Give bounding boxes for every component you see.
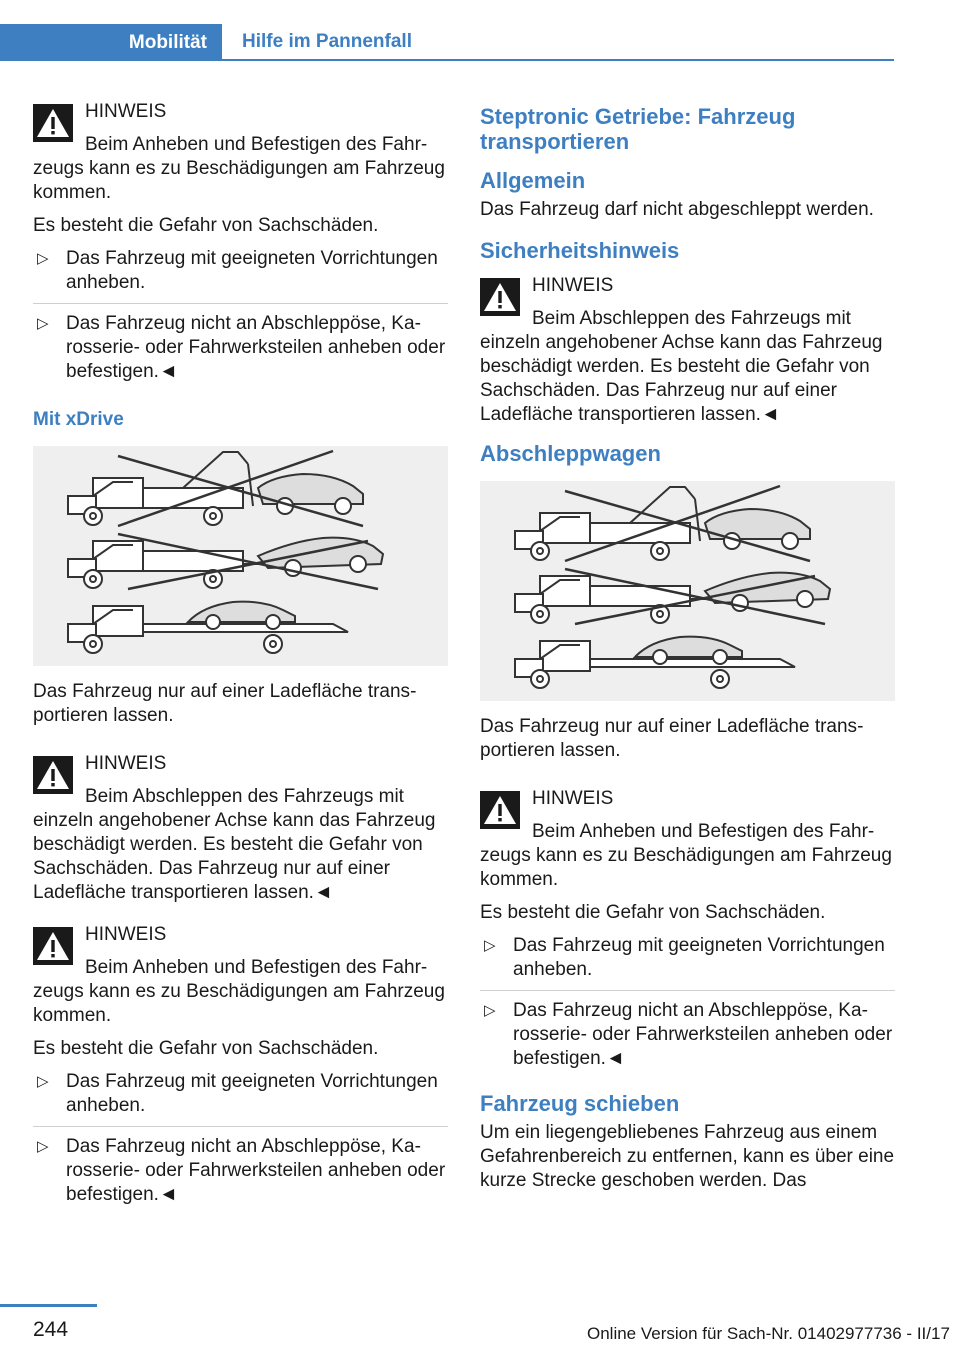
warning-notice [480,787,895,892]
tab-hilfe-label: Hilfe im Pannenfall [242,30,412,52]
subheading-xdrive: Mit xDrive [33,409,124,430]
list-item [480,934,895,991]
paragraph: Das Fahrzeug nur auf einer Ladefläche transportieren lassen. [480,716,864,761]
warning-text: Beim Abschleppen des Fahrzeugs mit einzeln angehobener Achse kann das Fahrzeug beschädigt werden. Es besteht die Gefahr von Sachschäden. Das Fahrzeug nur auf einer Ladefläche transportieren lassen.◄ [480,308,883,425]
list-item-text: Das Fahrzeug nicht an Abschleppöse, Karosserie- oder Fahrwerksteilen anheben oder befestigen.◄ [66,313,446,382]
paragraph: Das Fahrzeug nur auf einer Ladefläche transportieren lassen. [33,681,417,726]
warning-text: Beim Anheben und Befestigen des Fahrzeugs kann es zu Beschädigungen am Fahrzeug kommen. [480,821,892,890]
warning-triangle-icon [33,756,73,794]
warning-notice [480,274,895,427]
subheading-fahrzeug-schieben: Fahrzeug schieben [480,1091,680,1116]
subheading-sicherheitshinweis: Sicherheitshinweis [480,238,680,263]
list-item [480,999,895,1079]
list-item [33,1135,448,1215]
warning-triangle-icon [480,791,520,829]
paragraph: Es besteht die Gefahr von Sachschäden. [33,215,379,236]
warning-triangle-icon [33,927,73,965]
towing-illustration [480,481,895,701]
instruction-list [33,247,448,392]
section-heading: Steptronic Getriebe: Fahrzeug transportieren [480,104,796,154]
flatbed-truck-illustration [68,602,348,653]
tab-hilfe-im-pannenfall[interactable] [222,24,894,61]
warning-triangle-icon [33,104,73,142]
online-version-note: Online Version für Sach-Nr. 01402977736 - II/17 [587,1324,950,1343]
towing-illustration [33,446,448,666]
warning-keyword: HINWEIS [85,753,167,774]
warning-text: Beim Abschleppen des Fahrzeugs mit einzeln angehobener Achse kann das Fahrzeug beschädigt werden. Es besteht die Gefahr von Sachschäden. Das Fahrzeug nur auf einer Ladefläche transportieren lassen.◄ [33,786,436,903]
warning-text: Beim Anheben und Befestigen des Fahrzeugs kann es zu Beschädigungen am Fahrzeug kommen. [33,957,445,1026]
instruction-list [480,934,895,1079]
list-item [33,312,448,392]
list-item-text: Das Fahrzeug mit geeigneten Vorrichtungen anheben. [66,248,438,293]
list-item-text: Das Fahrzeug mit geeigneten Vorrichtungen anheben. [513,935,885,980]
warning-notice [33,100,448,205]
page-number: 244 [33,1318,69,1341]
warning-text: Beim Anheben und Befestigen des Fahrzeugs kann es zu Beschädigungen am Fahrzeug kommen. [33,134,445,203]
paragraph: Das Fahrzeug darf nicht abgeschleppt werden. [480,199,874,220]
bullet-triangle-icon: ▷ [484,1002,496,1019]
warning-keyword: HINWEIS [85,101,167,122]
left-column [33,100,448,1225]
list-item [33,1070,448,1127]
warning-notice [33,752,448,905]
subheading-abschleppwagen: Abschleppwagen [480,441,661,466]
list-item [33,247,448,304]
right-column [480,104,895,1202]
paragraph: Es besteht die Gefahr von Sachschäden. [33,1038,379,1059]
bullet-triangle-icon: ▷ [37,250,49,267]
tab-mobilitaet[interactable] [0,24,222,61]
instruction-list [33,1070,448,1215]
bullet-triangle-icon: ▷ [37,1073,49,1090]
paragraph: Um ein liegengebliebenes Fahrzeug aus einem Gefahrenbereich zu entfernen, kann es über eine kurze Strecke geschoben werden. Das [480,1122,895,1191]
warning-triangle-icon [480,278,520,316]
list-item-text: Das Fahrzeug mit geeigneten Vorrichtungen anheben. [66,1071,438,1116]
bullet-triangle-icon: ▷ [37,1138,49,1155]
subheading-allgemein: Allgemein [480,168,586,193]
list-item-text: Das Fahrzeug nicht an Abschleppöse, Karosserie- oder Fahrwerksteilen anheben oder befestigen.◄ [513,1000,893,1069]
tab-mobilitaet-label: Mobilität [128,31,207,53]
paragraph: Es besteht die Gefahr von Sachschäden. [480,902,826,923]
warning-keyword: HINWEIS [532,275,614,296]
list-item-text: Das Fahrzeug nicht an Abschleppöse, Karosserie- oder Fahrwerksteilen anheben oder befestigen.◄ [66,1136,446,1205]
warning-keyword: HINWEIS [85,924,167,945]
warning-keyword: HINWEIS [532,788,614,809]
bullet-triangle-icon: ▷ [484,937,496,954]
bullet-triangle-icon: ▷ [37,315,49,332]
flatbed-truck-illustration [515,637,795,688]
footer-accent-line [0,1304,97,1307]
warning-notice [33,923,448,1028]
